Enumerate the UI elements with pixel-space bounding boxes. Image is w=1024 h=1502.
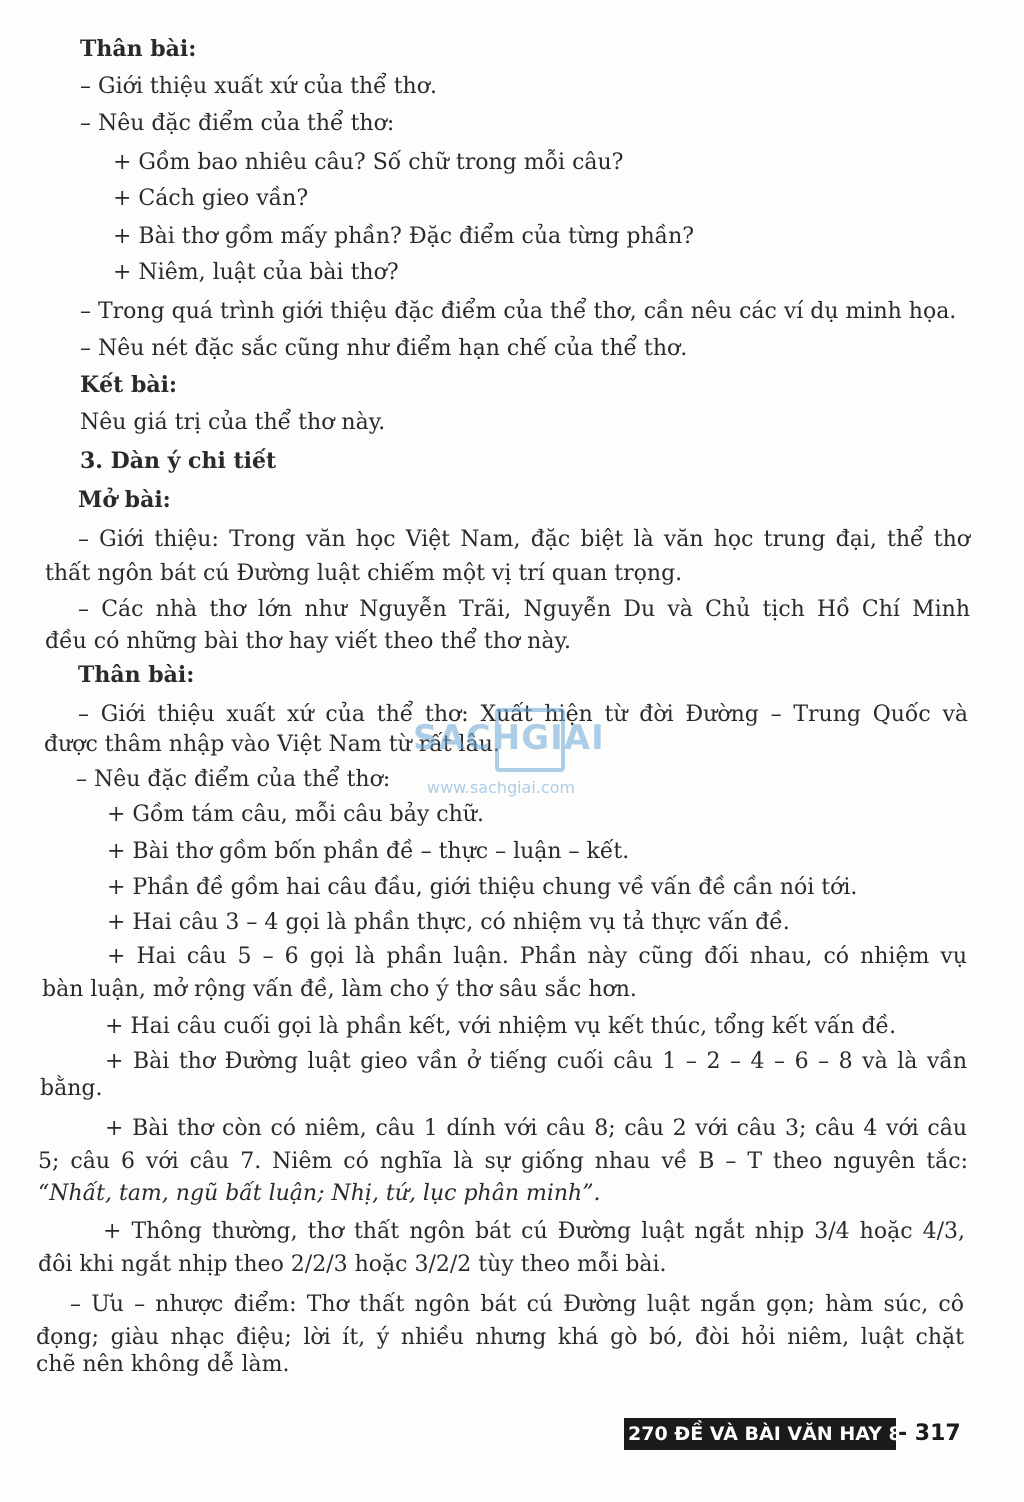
heading-than-bai-2: Thân bài: [78, 662, 195, 688]
footer-book-title: 270 ĐỀ VÀ BÀI VĂN HAY 8 [628, 1423, 902, 1445]
watermark-url: www.sachgiai.com [427, 778, 576, 797]
text-line: + Hai câu cuối gọi là phần kết, với nhiệm vụ kết thúc, tổng kết vấn đề. [105, 1014, 897, 1039]
text-line: – Trong quá trình giới thiệu đặc điểm của thể thơ, cần nêu các ví dụ minh họa. [80, 299, 957, 324]
text-line: – Giới thiệu xuất xứ của thể thơ. [80, 74, 437, 99]
text-line: + Bài thơ Đường luật gieo vần ở tiếng cuối câu 1 – 2 – 4 – 6 – 8 và là vần [105, 1049, 967, 1074]
text-line: – Nêu nét đặc sắc cũng như điểm hạn chế của thể thơ. [80, 336, 688, 361]
text-line: Nêu giá trị của thể thơ này. [80, 410, 386, 435]
text-line: chẽ nên không dễ làm. [36, 1352, 290, 1377]
heading-than-bai-1: Thân bài: [80, 36, 197, 62]
text-line: + Cách gieo vần? [113, 186, 309, 211]
text-line: + Bài thơ gồm mấy phần? Đặc điểm của từng phần? [113, 224, 695, 249]
text-line: + Phần đề gồm hai câu đầu, giới thiệu chung về vấn đề cần nói tới. [107, 875, 858, 900]
text-line: – Giới thiệu: Trong văn học Việt Nam, đặc biệt là văn học trung đại, thể thơ [78, 527, 970, 552]
text-line: – Các nhà thơ lớn như Nguyễn Trãi, Nguyễn Du và Chủ tịch Hồ Chí Minh [78, 597, 970, 622]
heading-ket-bai: Kết bài: [80, 372, 178, 398]
text-line: bàn luận, mở rộng vấn đề, làm cho ý thơ sâu sắc hơn. [42, 977, 637, 1002]
text-line: – Nêu đặc điểm của thể thơ: [80, 111, 395, 136]
text-line: + Hai câu 3 – 4 gọi là phần thực, có nhiệm vụ tả thực vấn đề. [107, 910, 790, 935]
text-line: đều có những bài thơ hay viết theo thể thơ này. [45, 629, 571, 654]
watermark [395, 700, 655, 810]
text-line: + Thông thường, thơ thất ngôn bát cú Đường luật ngắt nhịp 3/4 hoặc 4/3, [103, 1219, 965, 1244]
footer-page-number: - 317 [898, 1421, 961, 1446]
watermark-logo-text: SACHGIAI [413, 718, 605, 758]
text-line: thất ngôn bát cú Đường luật chiếm một vị trí quan trọng. [45, 561, 683, 586]
heading-dan-y-chi-tiet: 3. Dàn ý chi tiết [80, 448, 277, 474]
text-line: được thâm nhập vào Việt Nam từ rất lâu. [44, 732, 500, 757]
text-line-quote: “Nhất, tam, ngũ bất luận; Nhị, tứ, lục phân minh”. [38, 1181, 601, 1206]
text-line: – Ưu – nhược điểm: Thơ thất ngôn bát cú Đường luật ngắn gọn; hàm súc, cô [70, 1292, 964, 1317]
text-line: đôi khi ngắt nhịp theo 2/2/3 hoặc 3/2/2 tùy theo mỗi bài. [38, 1252, 667, 1277]
text-line: + Hai câu 5 – 6 gọi là phần luận. Phần này cũng đối nhau, có nhiệm vụ [107, 944, 967, 969]
text-line: + Bài thơ gồm bốn phần đề – thực – luận – kết. [107, 839, 630, 864]
text-line: 5; câu 6 với câu 7. Niêm có nghĩa là sự giống nhau về B – T theo nguyên tắc: [38, 1149, 968, 1174]
text-line: + Gồm bao nhiêu câu? Số chữ trong mỗi câu? [113, 150, 624, 175]
heading-mo-bai: Mở bài: [78, 487, 171, 513]
text-line: – Giới thiệu xuất xứ của thể thơ: Xuất hiện từ đời Đường – Trung Quốc và [78, 702, 968, 727]
text-line: đọng; giàu nhạc điệu; lời ít, ý nhiều nhưng khá gò bó, đòi hỏi niêm, luật chặt [36, 1325, 964, 1350]
text-line: + Niêm, luật của bài thơ? [113, 260, 399, 285]
text-line: bằng. [40, 1076, 103, 1101]
text-line: + Gồm tám câu, mỗi câu bảy chữ. [107, 802, 484, 827]
text-line: + Bài thơ còn có niêm, câu 1 dính với câu 8; câu 2 với câu 3; câu 4 với câu [105, 1116, 967, 1141]
text-line: – Nêu đặc điểm của thể thơ: [76, 767, 391, 792]
